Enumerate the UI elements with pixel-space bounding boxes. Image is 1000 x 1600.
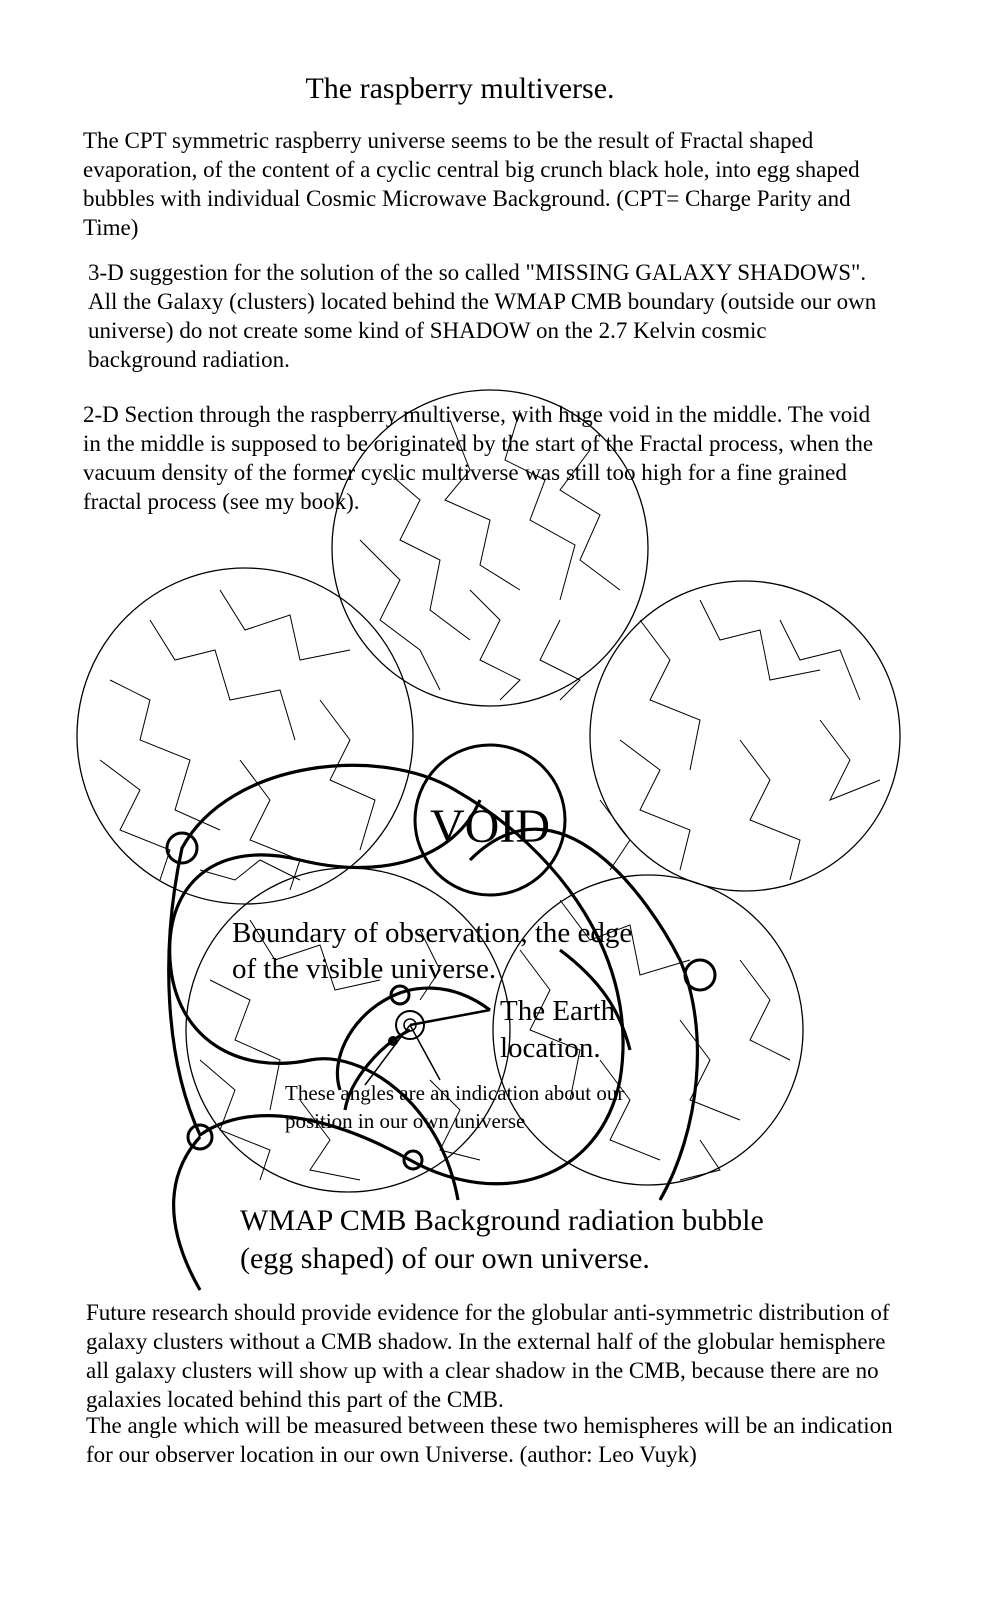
outer-spiral-curve	[170, 800, 480, 1200]
angles-label-line2: position in our own universe	[285, 1109, 526, 1133]
wmap-label-line1: WMAP CMB Background radiation bubble	[240, 1204, 764, 1237]
lower-left-tail-curve	[174, 1137, 200, 1290]
section-paragraph: 2-D Section through the raspberry multiverse, with huge void in the middle. The void in the middle is supposed to be originated by the start of the Fractal process, when the vacuum density of the former cyclic multiverse was still too high for a fine grained fractal process (see my book).	[83, 402, 874, 514]
boundary-label-line1: Boundary of observation, the edge	[232, 917, 633, 949]
angles-label-line1: These angles are an indication about our	[285, 1081, 625, 1105]
earth-label-line1: The Earth	[500, 995, 616, 1027]
marker-circle-right	[685, 960, 715, 990]
universe-bubble-left	[77, 568, 413, 904]
earth-label-line2: location.	[500, 1032, 601, 1064]
boundary-label-line2: of the visible universe.	[232, 953, 497, 985]
universe-bubble-right	[590, 581, 900, 891]
wmap-label-line2: (egg shaped) of our own universe.	[240, 1242, 650, 1275]
future-research-paragraph: Future research should provide evidence for the globular anti-symmetric distribution of galaxy clusters without a CMB shadow. In the external half of the globular hemisphere all galaxy clusters will show up with a clear shadow in the CMB, because there are no galaxies located behind this part of the CMB.	[86, 1300, 890, 1412]
shadows-paragraph: 3-D suggestion for the solution of the so called "MISSING GALAXY SHADOWS". All the Galaxy (clusters) located behind the WMAP CMB boundary (outside our own universe) do not create some kind of SHADOW on the 2.7 Kelvin cosmic background radiation.	[88, 260, 911, 372]
angle-paragraph: The angle which will be measured between these two hemispheres will be an indication for our observer location in our own Universe. (author: Leo Vuyk)	[86, 1413, 893, 1467]
page-title: The raspberry multiverse.	[305, 72, 615, 105]
fractal-lines	[100, 410, 880, 1180]
intro-paragraph: The CPT symmetric raspberry universe seems to be the result of Fractal shaped evaporation, of the content of a cyclic central big crunch black hole, into egg shaped bubbles with individual Cosmic Microwave Background. (CPT= Charge Parity and Time)	[83, 128, 860, 240]
void-label: VOID	[430, 800, 550, 853]
